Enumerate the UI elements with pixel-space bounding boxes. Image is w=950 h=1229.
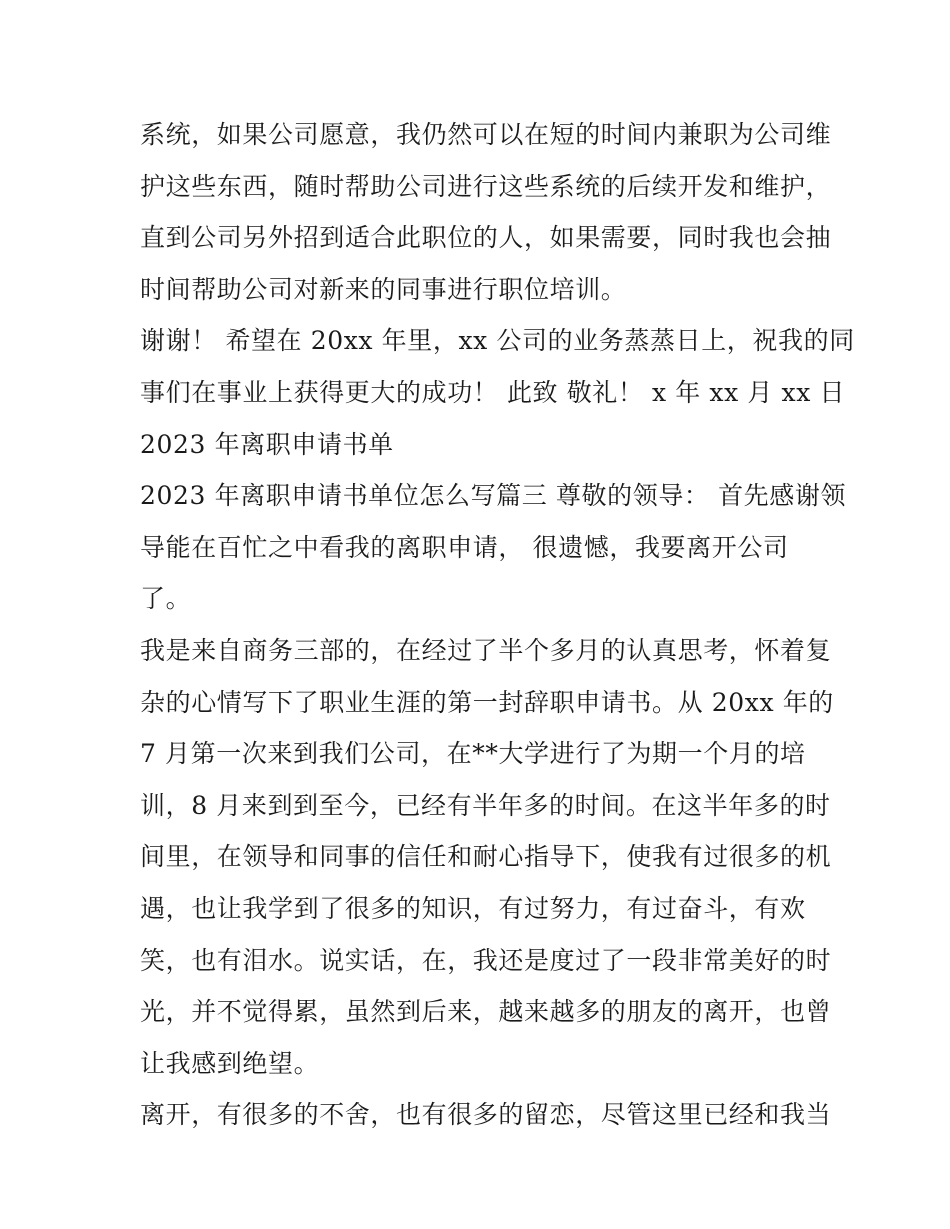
text-line-13: 7 月第一次来到我们公司，在**大学进行了为期一个月的培 (140, 739, 806, 769)
text-line-10: 了。 (140, 584, 192, 614)
text-line-11: 我是来自商务三部的，在经过了半个多月的认真思考，怀着复 (140, 635, 832, 665)
text-line-14: 训，8 月来到到至今，已经有半年多的时间。在这半年多的时 (140, 790, 831, 820)
section-heading: 2023 年离职申请书单 (140, 429, 394, 459)
text-line-4: 时间帮助公司对新来的同事进行职位培训。 (140, 274, 627, 304)
text-line-9: 导能在百忙之中看我的离职申请， 很遗憾，我要离开公司 (140, 532, 789, 562)
text-line-8: 2023 年离职申请书单位怎么写篇三 尊敬的领导： 首先感谢领 (140, 481, 847, 511)
text-line-2: 护这些东西，随时帮助公司进行这些系统的后续开发和维护， (140, 171, 832, 201)
text-line-19: 让我感到绝望。 (140, 1048, 320, 1078)
text-line-16: 遇，也让我学到了很多的知识，有过努力，有过奋斗，有欢 (140, 893, 806, 923)
text-line-3: 直到公司另外招到适合此职位的人，如果需要，同时我也会抽 (140, 223, 832, 253)
text-line-17: 笑，也有泪水。说实话，在，我还是度过了一段非常美好的时 (140, 945, 832, 975)
body-text (140, 109, 855, 1141)
text-line-20: 离开，有很多的不舍，也有很多的留恋，尽管这里已经和我当 (140, 1100, 832, 1130)
text-line-6: 事们在事业上获得更大的成功！ 此致 敬礼！ x 年 xx 月 xx 日 (140, 377, 846, 407)
text-line-5: 谢谢！ 希望在 20xx 年里，xx 公司的业务蒸蒸日上，祝我的同 (140, 326, 855, 356)
text-line-1: 系统，如果公司愿意，我仍然可以在短的时间内兼职为公司维 (140, 120, 832, 149)
text-line-15: 间里，在领导和同事的信任和耐心指导下，使我有过很多的机 (140, 842, 832, 872)
text-line-18: 光，并不觉得累，虽然到后来，越来越多的朋友的离开，也曾 (140, 997, 832, 1027)
text-line-12: 杂的心情写下了职业生涯的第一封辞职申请书。从 20xx 年的 (140, 687, 834, 717)
